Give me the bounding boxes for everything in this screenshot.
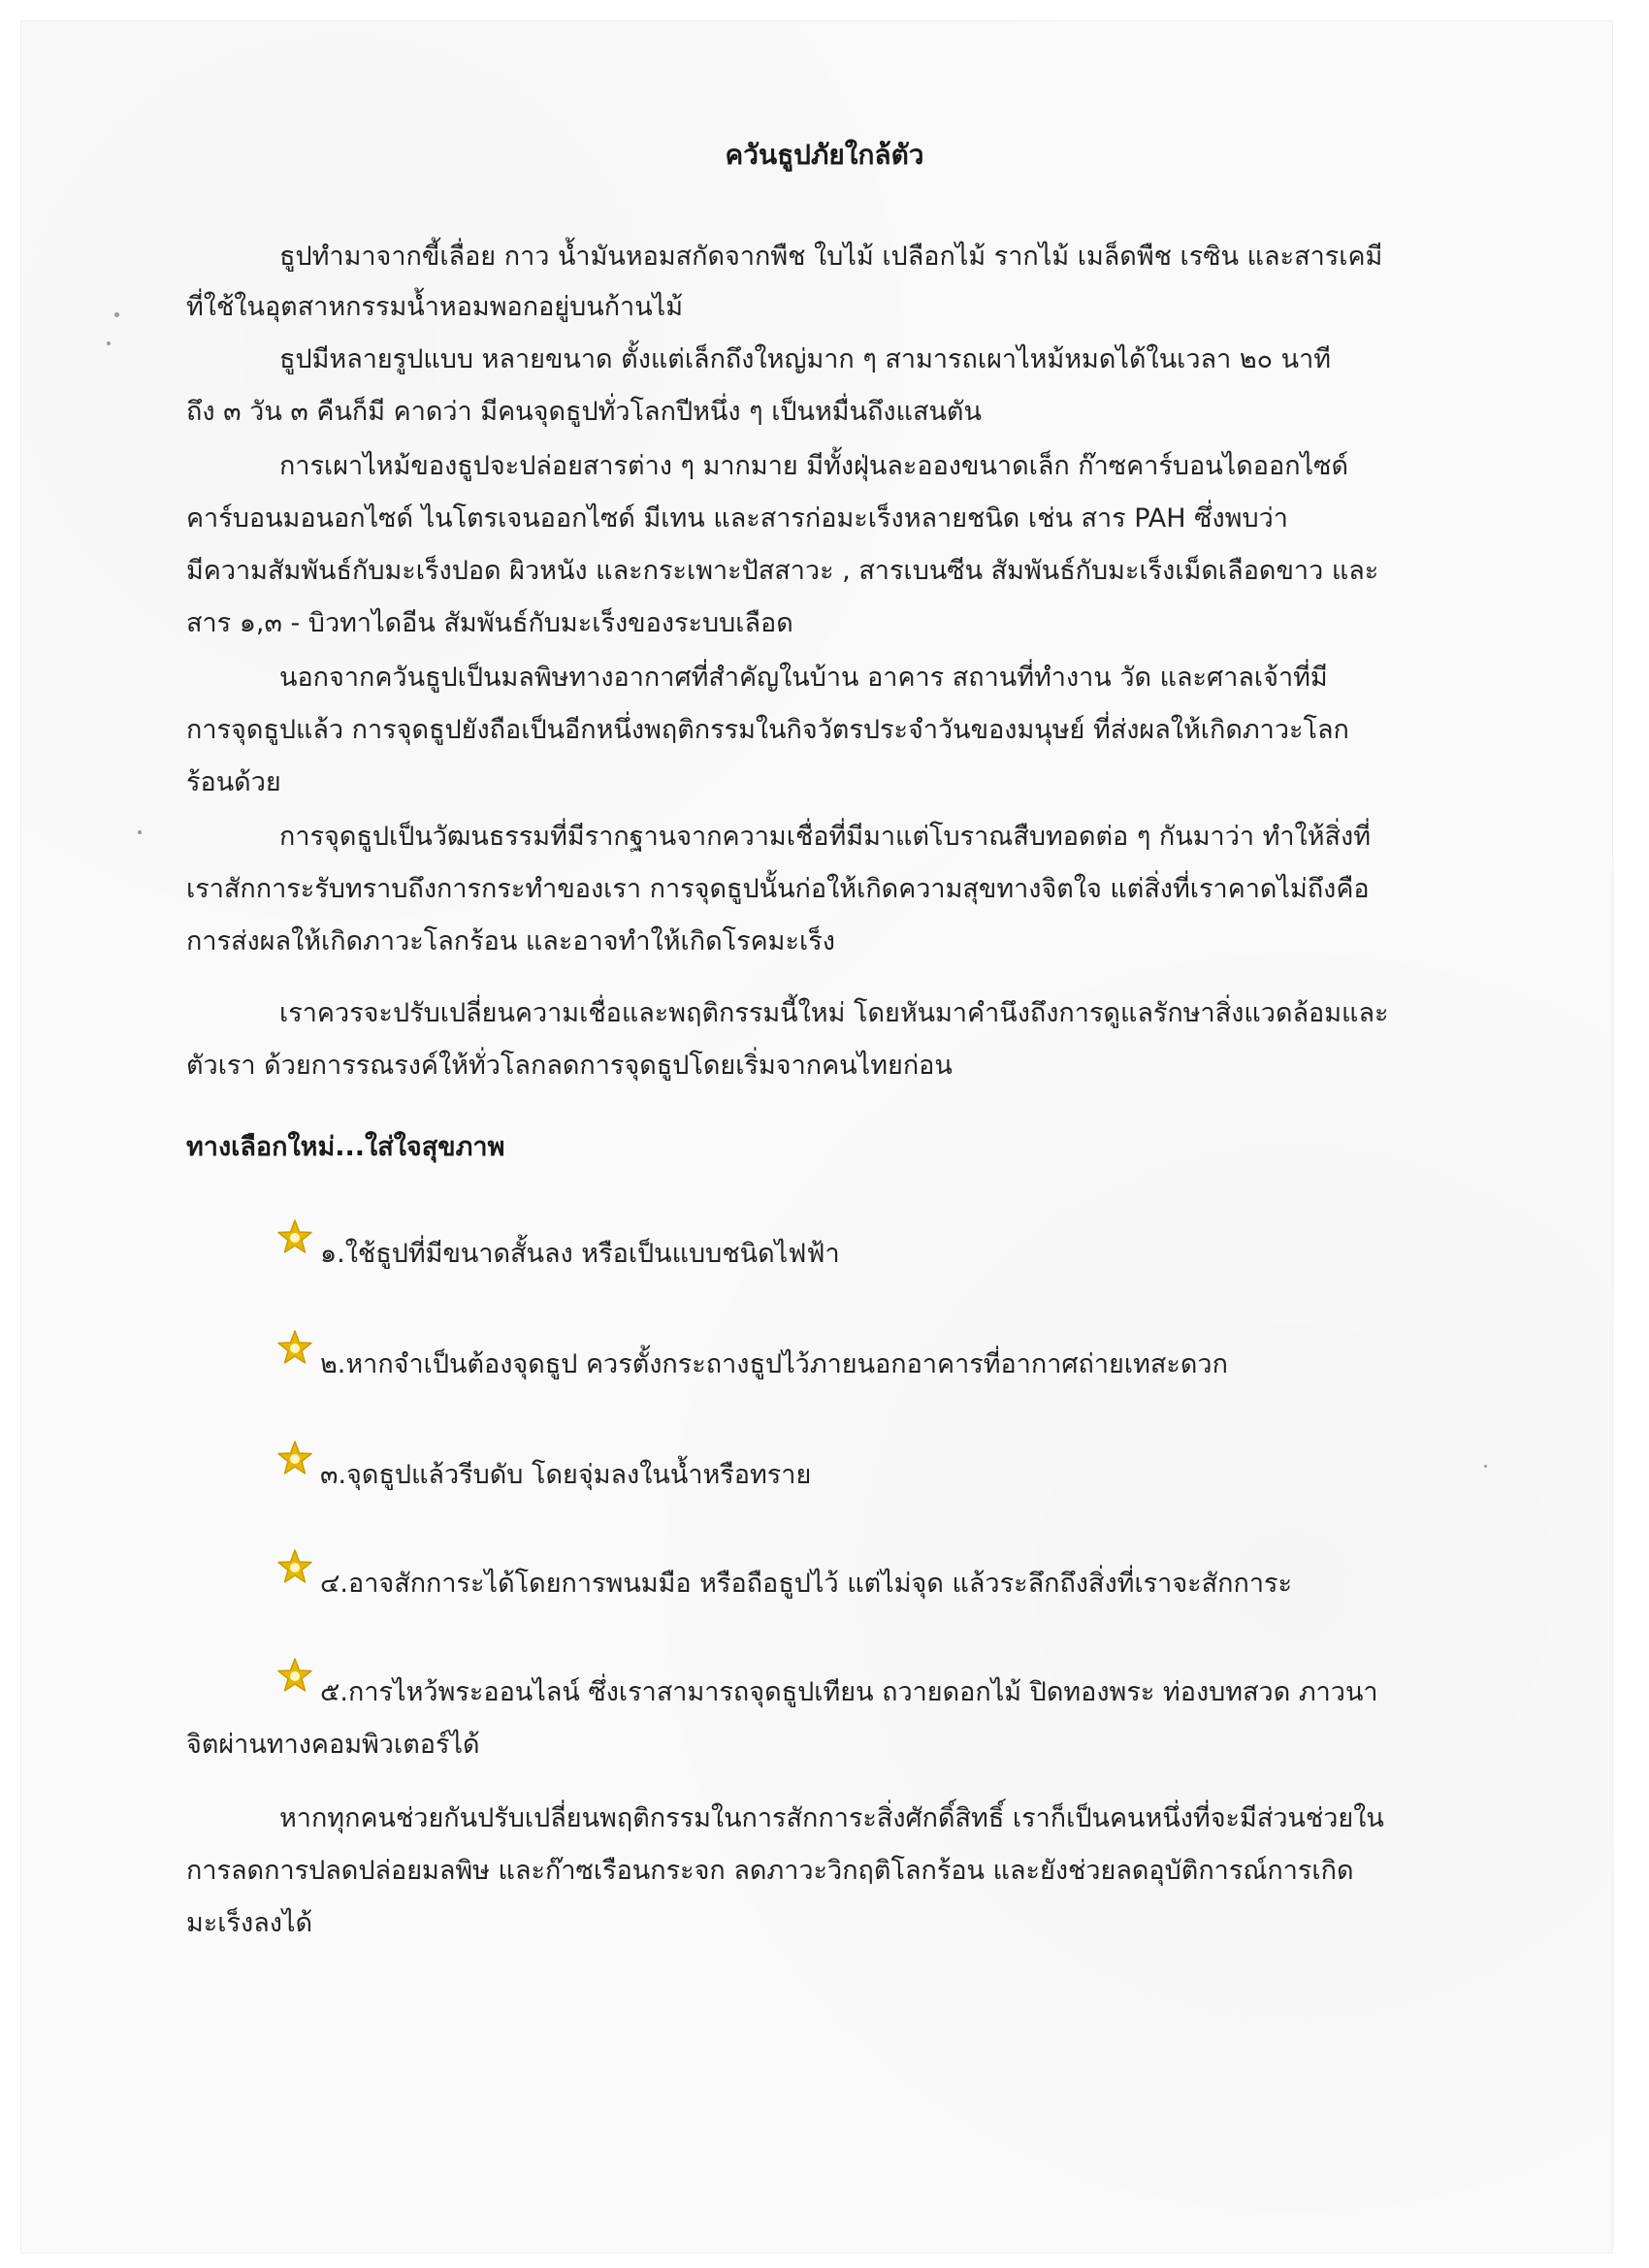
paragraph-line: คาร์บอนมอนอกไซด์ ไนโตรเจนออกไซด์ มีเทน และสารก่อมะเร็งหลายชนิด เช่น สาร PAH ซึ่งพบว่า <box>186 503 1288 534</box>
scan-speck <box>114 312 119 317</box>
scan-speck <box>107 341 111 345</box>
paragraph-line: หากทุกคนช่วยกันปรับเปลี่ยนพฤติกรรมในการสักการะสิ่งศักดิ์สิทธิ์ เราก็เป็นคนหนึ่งที่จะมีส่วนช่วยใน <box>279 1803 1384 1833</box>
list-item-continuation: จิตผ่านทางคอมพิวเตอร์ได้ <box>186 1730 480 1760</box>
paragraph-line: ร้อนด้วย <box>186 767 281 797</box>
list-item: ๔.อาจสักการะได้โดยการพนมมือ หรือถือธูปไว้ แต่ไม่จุด แล้วระลึกถึงสิ่งที่เราจะสักการะ <box>320 1569 1293 1599</box>
paragraph-line: ธูปทำมาจากขี้เลื่อย กาว น้ำมันหอมสกัดจากพืช ใบไม้ เปลือกไม้ รากไม้ เมล็ดพืช เรซิน และสารเคมี <box>279 242 1383 272</box>
paragraph-line: นอกจากควันธูปเป็นมลพิษทางอากาศที่สำคัญในบ้าน อาคาร สถานที่ทำงาน วัด และศาลเจ้าที่มี <box>279 663 1328 693</box>
star-flower-icon <box>275 1440 314 1478</box>
paragraph-line: เราควรจะปรับเปลี่ยนความเชื่อและพฤติกรรมนี้ใหม่ โดยหันมาคำนึงถึงการดูแลรักษาสิ่งแวดล้อมและ <box>279 998 1389 1028</box>
star-flower-icon <box>275 1218 314 1257</box>
paragraph-line: ธูปมีหลายรูปแบบ หลายขนาด ตั้งแต่เล็กถึงใหญ่มาก ๆ สามารถเผาไหม้หมดได้ในเวลา ๒๐ นาที <box>279 344 1332 374</box>
document-title: ควันธูปภัยใกล้ตัว <box>725 139 924 171</box>
paragraph-line: มีความสัมพันธ์กับมะเร็งปอด ผิวหนัง และกระเพาะปัสสาวะ , สารเบนซีน สัมพันธ์กับมะเร็งเม็ดเลือดขาว และ <box>186 556 1379 586</box>
list-item: ๕.การไหว้พระออนไลน์ ซึ่งเราสามารถจุดธูปเทียน ถวายดอกไม้ ปิดทองพระ ท่องบทสวด ภาวนา <box>320 1677 1378 1707</box>
list-item: ๓.จุดธูปแล้วรีบดับ โดยจุ่มลงในน้ำหรือทราย <box>320 1460 812 1490</box>
paragraph-line: การจุดธูปเป็นวัฒนธรรมที่มีรากฐานจากความเชื่อที่มีมาแต่โบราณสืบทอดต่อ ๆ กันมาว่า ทำให้สิ่งที่ <box>279 822 1371 852</box>
scan-speck <box>1484 1465 1487 1468</box>
star-flower-icon <box>275 1548 314 1587</box>
star-flower-icon <box>275 1657 314 1696</box>
paragraph-line: การลดการปลดปล่อยมลพิษ และก๊าซเรือนกระจก ลดภาวะวิกฤติโลกร้อน และยังช่วยลดอุบัติการณ์การเกิด <box>186 1856 1354 1886</box>
list-item: ๑.ใช้ธูปที่มีขนาดสั้นลง หรือเป็นแบบชนิดไฟฟ้า <box>320 1239 840 1269</box>
paragraph-line: ถึง ๓ วัน ๓ คืนก็มี คาดว่า มีคนจุดธูปทั่วโลกปีหนึ่ง ๆ เป็นหมื่นถึงแสนตัน <box>186 397 982 427</box>
star-flower-icon <box>275 1329 314 1368</box>
paragraph-line: การเผาไหม้ของธูปจะปล่อยสารต่าง ๆ มากมาย มีทั้งฝุ่นละอองขนาดเล็ก ก๊าซคาร์บอนไดออกไซด์ <box>279 451 1349 481</box>
paragraph-line: มะเร็งลงได้ <box>186 1908 313 1938</box>
paragraph-line: ตัวเรา ด้วยการรณรงค์ให้ทั่วโลกลดการจุดธูปโดยเริ่มจากคนไทยก่อน <box>186 1051 953 1081</box>
paragraph-line: ที่ใช้ในอุตสาหกรรมน้ำหอมพอกอยู่บนก้านไม้ <box>186 292 684 322</box>
paragraph-line: การจุดธูปแล้ว การจุดธูปยังถือเป็นอีกหนึ่งพฤติกรรมในกิจวัตรประจำวันของมนุษย์ ที่ส่งผลให้เกิดภาวะโลก <box>186 715 1349 745</box>
section-heading: ทางเลือกใหม่...ใส่ใจสุขภาพ <box>186 1132 505 1162</box>
list-item: ๒.หากจำเป็นต้องจุดธูป ควรตั้งกระถางธูปไว้ภายนอกอาคารที่อากาศถ่ายเทสะดวก <box>320 1349 1228 1379</box>
paragraph-line: เราสักการะรับทราบถึงการกระทำของเรา การจุดธูปนั้นก่อให้เกิดความสุขทางจิตใจ แต่สิ่งที่เราคาดไม่ถึงคือ <box>186 874 1370 904</box>
scan-speck <box>138 830 142 834</box>
paragraph-line: สาร ๑,๓ - บิวทาไดอีน สัมพันธ์กับมะเร็งของระบบเลือด <box>186 608 793 638</box>
paragraph-line: การส่งผลให้เกิดภาวะโลกร้อน และอาจทำให้เกิดโรคมะเร็ง <box>186 926 835 956</box>
